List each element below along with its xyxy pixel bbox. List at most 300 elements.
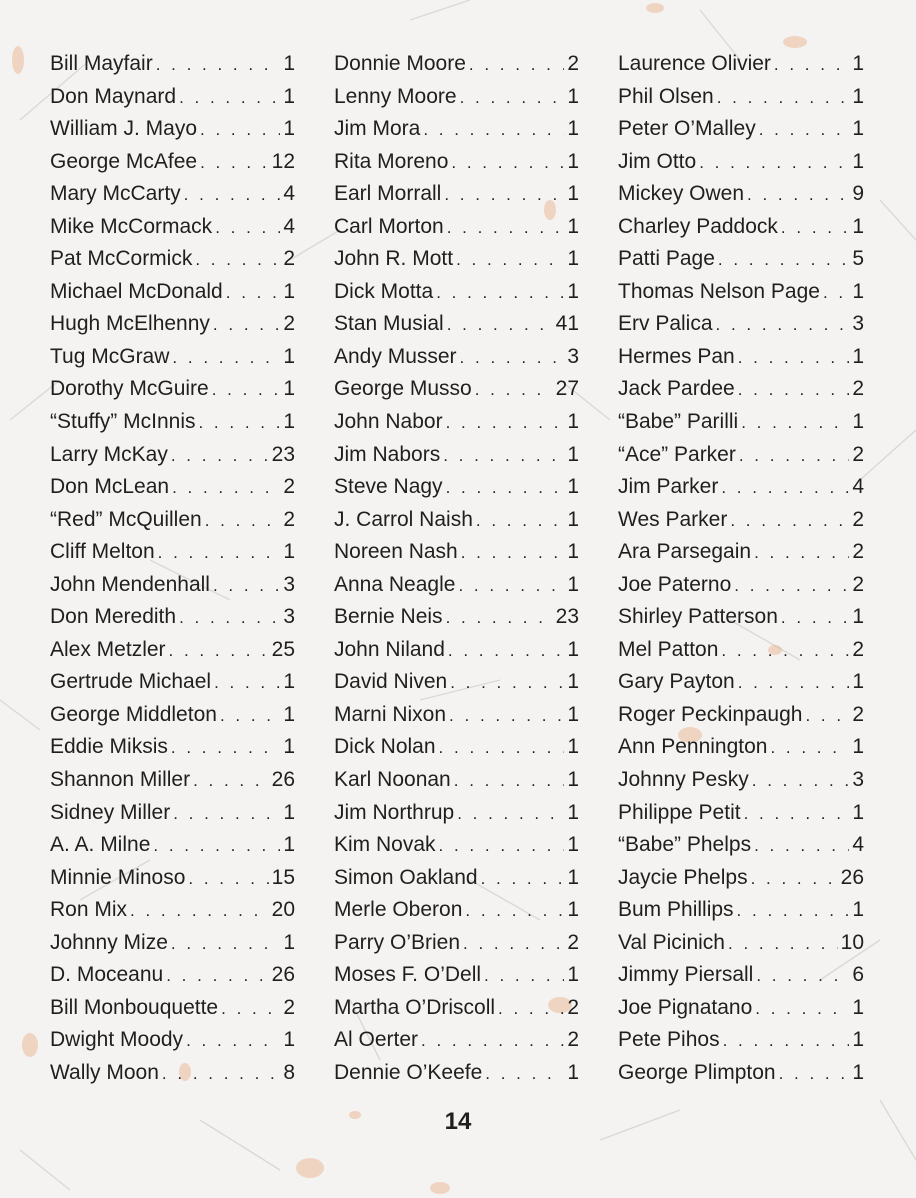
index-entry <box>618 308 864 341</box>
index-entry <box>618 764 864 797</box>
entry-name: Larry McKay <box>50 442 168 466</box>
dot-leader <box>446 472 565 505</box>
dot-leader <box>171 732 280 765</box>
dot-leader <box>759 114 850 147</box>
entry-name: Dennie O’Keefe <box>334 1060 483 1084</box>
entry-name: Gary Payton <box>618 670 735 694</box>
entry-count: 2 <box>567 1028 579 1052</box>
index-column-3 <box>618 48 864 1090</box>
entry-count: 1 <box>567 702 579 726</box>
entry-name: J. Carrol Naish <box>334 507 473 531</box>
entry-count: 9 <box>852 182 864 206</box>
entry-name: Tug McGraw <box>50 344 170 368</box>
index-entry <box>50 178 295 211</box>
entry-name: Jim Northrup <box>334 800 455 824</box>
entry-name: Bum Phillips <box>618 898 734 922</box>
entry-name: William J. Mayo <box>50 117 198 141</box>
dot-leader <box>448 635 564 668</box>
index-entry <box>50 1024 295 1057</box>
index-entry <box>334 341 579 374</box>
entry-name: Peter O’Malley <box>618 117 756 141</box>
index-entry <box>618 862 864 895</box>
dot-leader <box>215 212 280 245</box>
entry-count: 1 <box>283 344 295 368</box>
dot-leader <box>734 570 849 603</box>
entry-name: A. A. Milne <box>50 833 151 857</box>
entry-count: 1 <box>567 1060 579 1084</box>
dot-leader <box>728 928 838 961</box>
dot-leader <box>751 863 838 896</box>
entry-name: Mel Patton <box>618 637 719 661</box>
index-entry <box>334 764 579 797</box>
index-entry <box>334 439 579 472</box>
entry-count: 2 <box>852 637 864 661</box>
entry-name: Jim Mora <box>334 117 421 141</box>
dot-leader <box>737 895 850 928</box>
entry-count: 1 <box>283 670 295 694</box>
index-entry <box>50 797 295 830</box>
dot-leader <box>805 700 849 733</box>
index-entry <box>334 894 579 927</box>
entry-count: 41 <box>555 312 579 336</box>
index-entry <box>50 764 295 797</box>
entry-name: Dick Nolan <box>334 735 436 759</box>
index-entry <box>50 699 295 732</box>
index-entry <box>334 927 579 960</box>
index-entry <box>334 666 579 699</box>
entry-count: 23 <box>271 442 295 466</box>
index-entry <box>50 504 295 537</box>
index-entry <box>50 862 295 895</box>
entry-name: Earl Morrall <box>334 182 442 206</box>
entry-count: 1 <box>852 1060 864 1084</box>
entry-name: Jaycie Phelps <box>618 865 748 889</box>
dot-leader <box>739 440 849 473</box>
dot-leader <box>169 635 269 668</box>
entry-count: 2 <box>567 930 579 954</box>
dot-leader <box>781 602 849 635</box>
entry-count: 1 <box>852 84 864 108</box>
dot-leader <box>158 537 281 570</box>
entry-count: 26 <box>271 963 295 987</box>
entry-count: 1 <box>283 702 295 726</box>
index-entry <box>334 1024 579 1057</box>
index-entry <box>50 439 295 472</box>
dot-leader <box>699 147 849 180</box>
entry-name: Merle Oberon <box>334 898 463 922</box>
index-entry <box>50 536 295 569</box>
dot-leader <box>439 830 565 863</box>
entry-count: 1 <box>567 182 579 206</box>
index-entry <box>334 243 579 276</box>
dot-leader <box>446 407 565 440</box>
dot-leader <box>779 1058 850 1091</box>
entry-count: 20 <box>271 898 295 922</box>
dot-leader <box>465 895 564 928</box>
index-entry <box>334 504 579 537</box>
index-entry <box>334 146 579 179</box>
entry-count: 1 <box>567 572 579 596</box>
entry-count: 1 <box>567 637 579 661</box>
entry-name: Shirley Patterson <box>618 605 778 629</box>
dot-leader <box>443 440 564 473</box>
dot-leader <box>498 993 564 1026</box>
entry-count: 4 <box>283 182 295 206</box>
entry-count: 23 <box>555 605 579 629</box>
entry-name: George McAfee <box>50 149 198 173</box>
entry-count: 1 <box>283 84 295 108</box>
entry-name: John Nabor <box>334 410 443 434</box>
entry-count: 27 <box>555 377 579 401</box>
entry-count: 1 <box>283 833 295 857</box>
entry-name: Bill Monbouquette <box>50 995 219 1019</box>
dot-leader <box>754 537 849 570</box>
dot-leader <box>461 537 565 570</box>
entry-name: Kim Novak <box>334 833 436 857</box>
entry-count: 2 <box>283 995 295 1019</box>
dot-leader <box>454 765 565 798</box>
entry-name: Jimmy Piersall <box>618 963 754 987</box>
entry-name: Jim Nabors <box>334 442 441 466</box>
entry-name: Gertrude Michael <box>50 670 212 694</box>
entry-count: 2 <box>283 475 295 499</box>
entry-name: Mary McCarty <box>50 182 181 206</box>
entry-count: 25 <box>271 637 295 661</box>
index-entry <box>334 797 579 830</box>
dot-leader <box>458 570 564 603</box>
entry-name: Anna Neagle <box>334 572 456 596</box>
index-entry <box>334 211 579 244</box>
dot-leader <box>460 82 565 115</box>
dot-leader <box>213 309 280 342</box>
index-entry <box>50 666 295 699</box>
entry-count: 2 <box>283 247 295 271</box>
entry-name: Stan Musial <box>334 312 444 336</box>
dot-leader <box>754 830 849 863</box>
entry-name: George Plimpton <box>618 1060 776 1084</box>
index-entry <box>618 406 864 439</box>
dot-leader <box>460 342 565 375</box>
entry-count: 3 <box>852 768 864 792</box>
entry-count: 3 <box>852 312 864 336</box>
index-entry <box>334 308 579 341</box>
index-entry <box>618 927 864 960</box>
dot-leader <box>747 179 849 212</box>
entry-count: 1 <box>567 670 579 694</box>
index-entry <box>618 1057 864 1090</box>
index-entry <box>618 178 864 211</box>
index-entry <box>50 992 295 1025</box>
index-entry <box>50 276 295 309</box>
entry-count: 2 <box>283 312 295 336</box>
entry-count: 26 <box>840 865 864 889</box>
entry-count: 1 <box>852 995 864 1019</box>
entry-name: Jim Parker <box>618 475 719 499</box>
entry-count: 1 <box>852 898 864 922</box>
dot-leader <box>446 602 553 635</box>
entry-count: 1 <box>567 833 579 857</box>
index-entry <box>50 1057 295 1090</box>
entry-name: Thomas Nelson Page <box>618 279 820 303</box>
entry-name: Moses F. O’Dell <box>334 963 482 987</box>
entry-name: Dorothy McGuire <box>50 377 209 401</box>
dot-leader <box>447 309 553 342</box>
dot-leader <box>171 928 280 961</box>
entry-name: Don Meredith <box>50 605 177 629</box>
dot-leader <box>717 82 850 115</box>
dot-leader <box>130 895 269 928</box>
entry-name: Joe Pignatano <box>618 995 753 1019</box>
entry-name: Marni Nixon <box>334 702 447 726</box>
entry-name: Carl Morton <box>334 214 444 238</box>
entry-count: 1 <box>567 865 579 889</box>
entry-name: D. Moceanu <box>50 963 164 987</box>
dot-leader <box>481 863 565 896</box>
entry-count: 2 <box>567 995 579 1019</box>
index-entry <box>50 959 295 992</box>
entry-name: Michael McDonald <box>50 279 223 303</box>
entry-name: “Babe” Phelps <box>618 833 752 857</box>
dot-leader <box>756 960 849 993</box>
index-entry <box>618 666 864 699</box>
dot-leader <box>738 667 850 700</box>
entry-count: 2 <box>852 702 864 726</box>
index-entry <box>50 406 295 439</box>
dot-leader <box>172 472 280 505</box>
index-entry <box>50 731 295 764</box>
index-entry <box>334 959 579 992</box>
index-entry <box>618 243 864 276</box>
entry-count: 2 <box>852 507 864 531</box>
entry-count: 1 <box>852 800 864 824</box>
dot-leader <box>166 960 268 993</box>
dot-leader <box>184 179 281 212</box>
entry-count: 2 <box>852 377 864 401</box>
dot-leader <box>214 667 280 700</box>
entry-name: Parry O’Brien <box>334 930 461 954</box>
dot-leader <box>156 49 281 82</box>
entry-count: 1 <box>283 410 295 434</box>
entry-name: Jack Pardee <box>618 377 735 401</box>
entry-count: 4 <box>852 833 864 857</box>
entry-name: Val Picinich <box>618 930 725 954</box>
entry-name: John Mendenhall <box>50 572 210 596</box>
entry-name: Wally Moon <box>50 1060 159 1084</box>
entry-name: John R. Mott <box>334 247 454 271</box>
dot-leader <box>450 667 564 700</box>
entry-count: 3 <box>283 572 295 596</box>
dot-leader <box>456 244 564 277</box>
entry-count: 1 <box>567 410 579 434</box>
dot-leader <box>439 732 565 765</box>
dot-leader <box>179 82 280 115</box>
entry-count: 1 <box>567 800 579 824</box>
dot-leader <box>721 635 849 668</box>
index-entry <box>50 243 295 276</box>
dot-leader <box>221 993 280 1026</box>
index-entry <box>334 601 579 634</box>
entry-name: Andy Musser <box>334 344 457 368</box>
index-entry <box>618 373 864 406</box>
index-entry <box>618 797 864 830</box>
dot-leader <box>220 700 280 733</box>
index-entry <box>334 699 579 732</box>
entry-count: 1 <box>567 768 579 792</box>
entry-count: 3 <box>567 344 579 368</box>
entry-name: Johnny Mize <box>50 930 168 954</box>
entry-count: 1 <box>852 117 864 141</box>
entry-count: 1 <box>852 605 864 629</box>
entry-name: Eddie Miksis <box>50 735 168 759</box>
dot-leader <box>718 244 849 277</box>
dot-leader <box>198 407 280 440</box>
entry-count: 1 <box>852 735 864 759</box>
entry-count: 1 <box>852 410 864 434</box>
dot-leader <box>774 49 849 82</box>
dot-leader <box>823 277 849 310</box>
entry-name: Martha O’Driscoll <box>334 995 496 1019</box>
index-entry <box>334 1057 579 1090</box>
entry-count: 2 <box>852 442 864 466</box>
entry-name: Bill Mayfair <box>50 52 153 75</box>
entry-name: Jim Otto <box>618 149 697 173</box>
entry-count: 10 <box>840 930 864 954</box>
index-entry <box>50 308 295 341</box>
index-entry <box>618 146 864 179</box>
dot-leader <box>476 505 564 538</box>
entry-name: Noreen Nash <box>334 540 458 564</box>
entry-name: Bernie Neis <box>334 605 443 629</box>
dot-leader <box>423 114 564 147</box>
index-entry <box>618 601 864 634</box>
index-entry <box>334 276 579 309</box>
index-entry <box>50 113 295 146</box>
dot-leader <box>738 374 850 407</box>
index-entry <box>618 992 864 1025</box>
entry-name: “Red” McQuillen <box>50 507 202 531</box>
entry-count: 2 <box>852 540 864 564</box>
index-entry <box>50 146 295 179</box>
dot-leader <box>770 732 849 765</box>
dot-leader <box>173 798 280 831</box>
entry-name: Joe Paterno <box>618 572 732 596</box>
index-entry <box>50 927 295 960</box>
dot-leader <box>193 765 269 798</box>
index-entry <box>50 829 295 862</box>
index-entry <box>50 894 295 927</box>
index-entry <box>334 81 579 114</box>
index-entry <box>618 959 864 992</box>
entry-count: 1 <box>283 117 295 141</box>
index-entry <box>618 1024 864 1057</box>
entry-name: Sidney Miller <box>50 800 171 824</box>
entry-count: 1 <box>567 963 579 987</box>
index-entry <box>618 699 864 732</box>
entry-count: 1 <box>567 84 579 108</box>
entry-name: Wes Parker <box>618 507 728 531</box>
index-entry <box>334 178 579 211</box>
entry-count: 1 <box>283 377 295 401</box>
index-entry <box>334 406 579 439</box>
page-number: 14 <box>444 1108 472 1135</box>
dot-leader <box>447 212 565 245</box>
index-entry <box>334 731 579 764</box>
dot-leader <box>723 1025 850 1058</box>
index-column-1 <box>50 48 295 1090</box>
index-entry <box>334 634 579 667</box>
index-entry <box>618 81 864 114</box>
entry-name: George Middleton <box>50 702 217 726</box>
index-entry <box>618 731 864 764</box>
dot-leader <box>213 570 280 603</box>
index-entry <box>618 211 864 244</box>
index-entry <box>50 341 295 374</box>
entry-count: 4 <box>283 214 295 238</box>
entry-count: 1 <box>852 670 864 694</box>
index-entry <box>50 211 295 244</box>
index-entry <box>334 536 579 569</box>
entry-name: Pete Pihos <box>618 1028 720 1052</box>
index-entry <box>618 471 864 504</box>
dot-leader <box>449 700 564 733</box>
entry-count: 8 <box>283 1060 295 1084</box>
entry-name: Dick Motta <box>334 279 434 303</box>
entry-name: Mickey Owen <box>618 182 745 206</box>
entry-name: Minnie Minoso <box>50 865 186 889</box>
dot-leader <box>716 309 850 342</box>
entry-name: Hugh McElhenny <box>50 312 210 336</box>
entry-name: “Babe” Parilli <box>618 410 739 434</box>
dot-leader <box>226 277 281 310</box>
dot-leader <box>171 440 269 473</box>
index-column-2 <box>334 48 579 1090</box>
index-entry <box>618 569 864 602</box>
entry-count: 1 <box>852 279 864 303</box>
index-entry <box>618 113 864 146</box>
entry-count: 5 <box>852 247 864 271</box>
dot-leader <box>162 1058 280 1091</box>
index-entry <box>334 113 579 146</box>
entry-name: Ara Parsegain <box>618 540 752 564</box>
entry-name: Cliff Melton <box>50 540 155 564</box>
entry-count: 1 <box>283 930 295 954</box>
index-entry <box>334 48 579 81</box>
entry-name: David Niven <box>334 670 448 694</box>
index-entry <box>618 504 864 537</box>
dot-leader <box>188 863 268 896</box>
entry-count: 1 <box>852 344 864 368</box>
dot-leader <box>186 1025 280 1058</box>
entry-name: Erv Palica <box>618 312 713 336</box>
dot-leader <box>469 49 564 82</box>
entry-count: 4 <box>852 475 864 499</box>
entry-count: 1 <box>567 149 579 173</box>
index-entry <box>50 601 295 634</box>
dot-leader <box>451 147 564 180</box>
entry-count: 6 <box>852 963 864 987</box>
entry-name: Ron Mix <box>50 898 128 922</box>
index-entry <box>50 373 295 406</box>
index-entry <box>50 569 295 602</box>
entry-name: Al Oerter <box>334 1028 419 1052</box>
index-entry <box>618 536 864 569</box>
entry-count: 2 <box>852 572 864 596</box>
entry-count: 1 <box>567 247 579 271</box>
index-entry <box>618 341 864 374</box>
index-entry <box>50 48 295 81</box>
index-entry <box>334 829 579 862</box>
entry-count: 1 <box>567 214 579 238</box>
